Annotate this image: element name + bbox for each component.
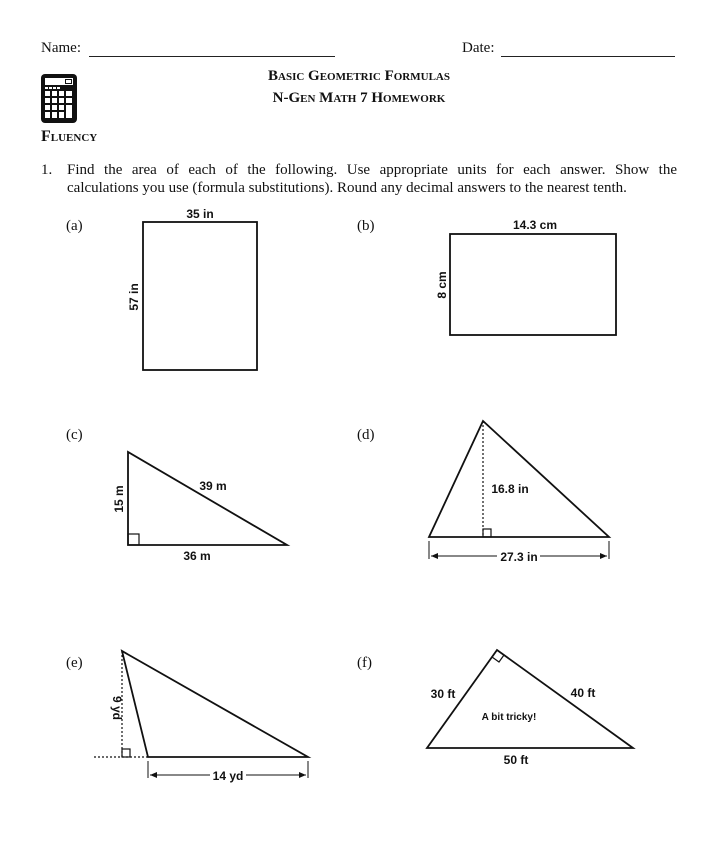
section-heading: Fluency [41,128,98,145]
figure-a-label: (a) [66,218,83,234]
figure-e-base: 14 yd [212,769,244,783]
figure-d-base: 27.3 in [500,550,538,564]
figure-b-height: 8 cm [435,271,449,299]
figure-c-vertical-leg: 15 m [112,485,126,513]
page-title: Basic Geometric Formulas [268,68,450,84]
figure-d-height: 16.8 in [491,482,529,496]
figure-a-rectangle [127,207,257,370]
figure-a-width: 35 in [186,207,214,221]
figure-f-triangle [427,650,633,767]
figure-b-label: (b) [357,218,375,234]
figure-f-right-leg: 40 ft [570,686,596,700]
figure-c-hypotenuse: 39 m [199,479,227,493]
figure-a-height: 57 in [127,283,141,311]
figure-e-triangle [94,651,308,783]
figure-d-label: (d) [357,427,375,443]
figure-c-base: 36 m [183,549,211,563]
figure-f-left-leg: 30 ft [430,687,456,701]
page-subtitle: N-Gen Math 7 Homework [272,90,446,106]
figure-b-width: 14.3 cm [512,218,558,232]
figure-f-note: A bit tricky! [481,712,537,723]
figure-e-label: (e) [66,655,83,671]
figure-e-height: 9 yd [110,695,124,721]
name-label: Name: [41,40,81,56]
question-number: 1. [41,162,53,178]
figure-f-label: (f) [357,655,372,671]
figure-b-rectangle [435,218,616,335]
date-label: Date: [462,40,495,56]
figure-d-triangle [429,421,609,564]
question-text-line1: Find the area of each of the following. Use appropriate units for each answer. Show the [67,162,677,178]
question-text-line2: calculations you use (formula substitutions). Round any decimal answers to the nearest tenth. [67,180,627,196]
figure-f-hypotenuse: 50 ft [503,753,529,767]
figure-c-triangle [112,452,287,563]
figure-c-label: (c) [66,427,83,443]
